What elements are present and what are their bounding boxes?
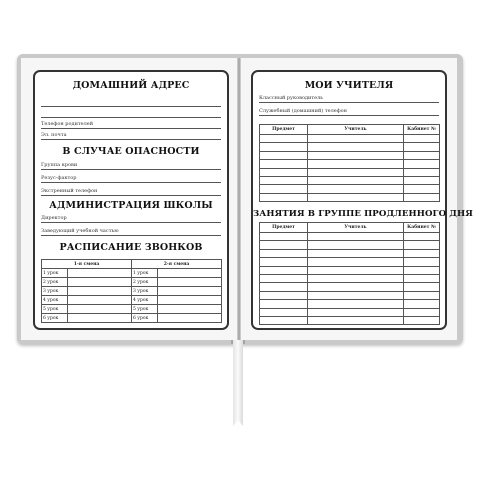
time-cell[interactable] — [158, 269, 222, 278]
table-row[interactable] — [260, 283, 440, 291]
lesson-label: 2 урок — [42, 278, 68, 287]
home-address-heading: ДОМАШНИЙ АДРЕС — [72, 80, 190, 91]
school-administration-heading: АДМИНИСТРАЦИЯ ШКОЛЫ — [49, 200, 213, 211]
lesson-label: 1 урок — [132, 269, 158, 278]
table-row[interactable] — [260, 241, 440, 249]
table-row[interactable] — [260, 143, 440, 151]
table-row[interactable] — [260, 233, 440, 241]
table-row[interactable] — [260, 151, 440, 159]
lesson-label: 4 урок — [42, 296, 68, 305]
parents-phone-field[interactable] — [41, 119, 221, 129]
emergency-phone-field[interactable] — [41, 186, 221, 196]
time-cell[interactable] — [158, 287, 222, 296]
time-cell[interactable] — [68, 278, 132, 287]
table-row[interactable] — [260, 274, 440, 282]
table-row[interactable] — [260, 266, 440, 274]
afterschool-table — [259, 222, 440, 325]
time-cell[interactable] — [68, 314, 132, 323]
email-label: Эл. почта — [41, 132, 67, 138]
table-row[interactable] — [260, 258, 440, 266]
time-cell[interactable] — [68, 305, 132, 314]
table-row[interactable] — [260, 160, 440, 168]
time-cell[interactable] — [68, 269, 132, 278]
table-row[interactable] — [260, 300, 440, 308]
office-phone-label: Служебный (домашний) телефон — [259, 108, 347, 114]
table-row[interactable] — [260, 291, 440, 299]
director-label: Директор — [41, 215, 67, 221]
time-cell[interactable] — [158, 314, 222, 323]
class-teacher-label: Классный руководитель — [259, 95, 323, 101]
address-line-1[interactable] — [41, 106, 221, 107]
my-teachers-heading: МОИ УЧИТЕЛЯ — [304, 80, 394, 91]
table-row[interactable] — [260, 168, 440, 176]
table-row[interactable] — [260, 176, 440, 184]
deputy-label: Заведующий учебной частью — [41, 228, 119, 234]
shift-1-header: 1-я смена — [42, 260, 132, 269]
lesson-label: 2 урок — [132, 278, 158, 287]
bookmark-ribbon[interactable] — [233, 340, 243, 426]
afterschool-heading: ЗАНЯТИЯ В ГРУППЕ ПРОДЛЕННОГО ДНЯ — [253, 209, 473, 219]
director-field[interactable] — [41, 213, 221, 223]
right-panel — [251, 70, 473, 330]
lesson-label: 4 урок — [132, 296, 158, 305]
blood-group-field[interactable] — [41, 160, 221, 170]
left-page — [21, 58, 237, 340]
time-cell[interactable] — [158, 278, 222, 287]
bell-schedule-heading: РАСПИСАНИЕ ЗВОНКОВ — [59, 242, 203, 253]
lesson-label: 1 урок — [42, 269, 68, 278]
table-row[interactable] — [260, 193, 440, 201]
office-phone-field[interactable] — [259, 106, 439, 116]
emergency-phone-label: Экстренный телефон — [41, 188, 98, 194]
table-row[interactable] — [260, 316, 440, 324]
right-page — [241, 58, 473, 340]
emergency-heading: В СЛУЧАЕ ОПАСНОСТИ — [62, 146, 200, 157]
teacher-header: Учитель — [308, 223, 404, 233]
time-cell[interactable] — [158, 305, 222, 314]
left-panel — [33, 70, 229, 330]
lesson-label: 5 урок — [132, 305, 158, 314]
time-cell[interactable] — [68, 287, 132, 296]
lesson-label: 6 урок — [42, 314, 68, 323]
table-row[interactable] — [260, 308, 440, 316]
room-header: Кабинет № — [404, 125, 440, 135]
address-line-2[interactable] — [41, 117, 221, 118]
subject-header: Предмет — [260, 125, 308, 135]
blood-group-label: Группа крови — [41, 162, 78, 168]
class-teacher-field[interactable] — [259, 93, 439, 103]
lesson-label: 3 урок — [132, 287, 158, 296]
lesson-label: 3 урок — [42, 287, 68, 296]
teacher-header: Учитель — [308, 125, 404, 135]
table-row[interactable] — [260, 185, 440, 193]
time-cell[interactable] — [158, 296, 222, 305]
deputy-field[interactable] — [41, 226, 221, 236]
table-row[interactable] — [260, 135, 440, 143]
subject-header: Предмет — [260, 223, 308, 233]
bell-schedule-table — [41, 259, 222, 323]
email-field[interactable] — [41, 130, 221, 140]
rh-factor-label: Резус-фактор — [41, 175, 77, 181]
room-header: Кабинет № — [404, 223, 440, 233]
time-cell[interactable] — [68, 296, 132, 305]
shift-2-header: 2-я смена — [132, 260, 222, 269]
table-row[interactable] — [260, 249, 440, 257]
teachers-table — [259, 124, 440, 202]
lesson-label: 5 урок — [42, 305, 68, 314]
rh-factor-field[interactable] — [41, 173, 221, 183]
lesson-label: 6 урок — [132, 314, 158, 323]
parents-phone-label: Телефон родителей — [41, 121, 94, 127]
